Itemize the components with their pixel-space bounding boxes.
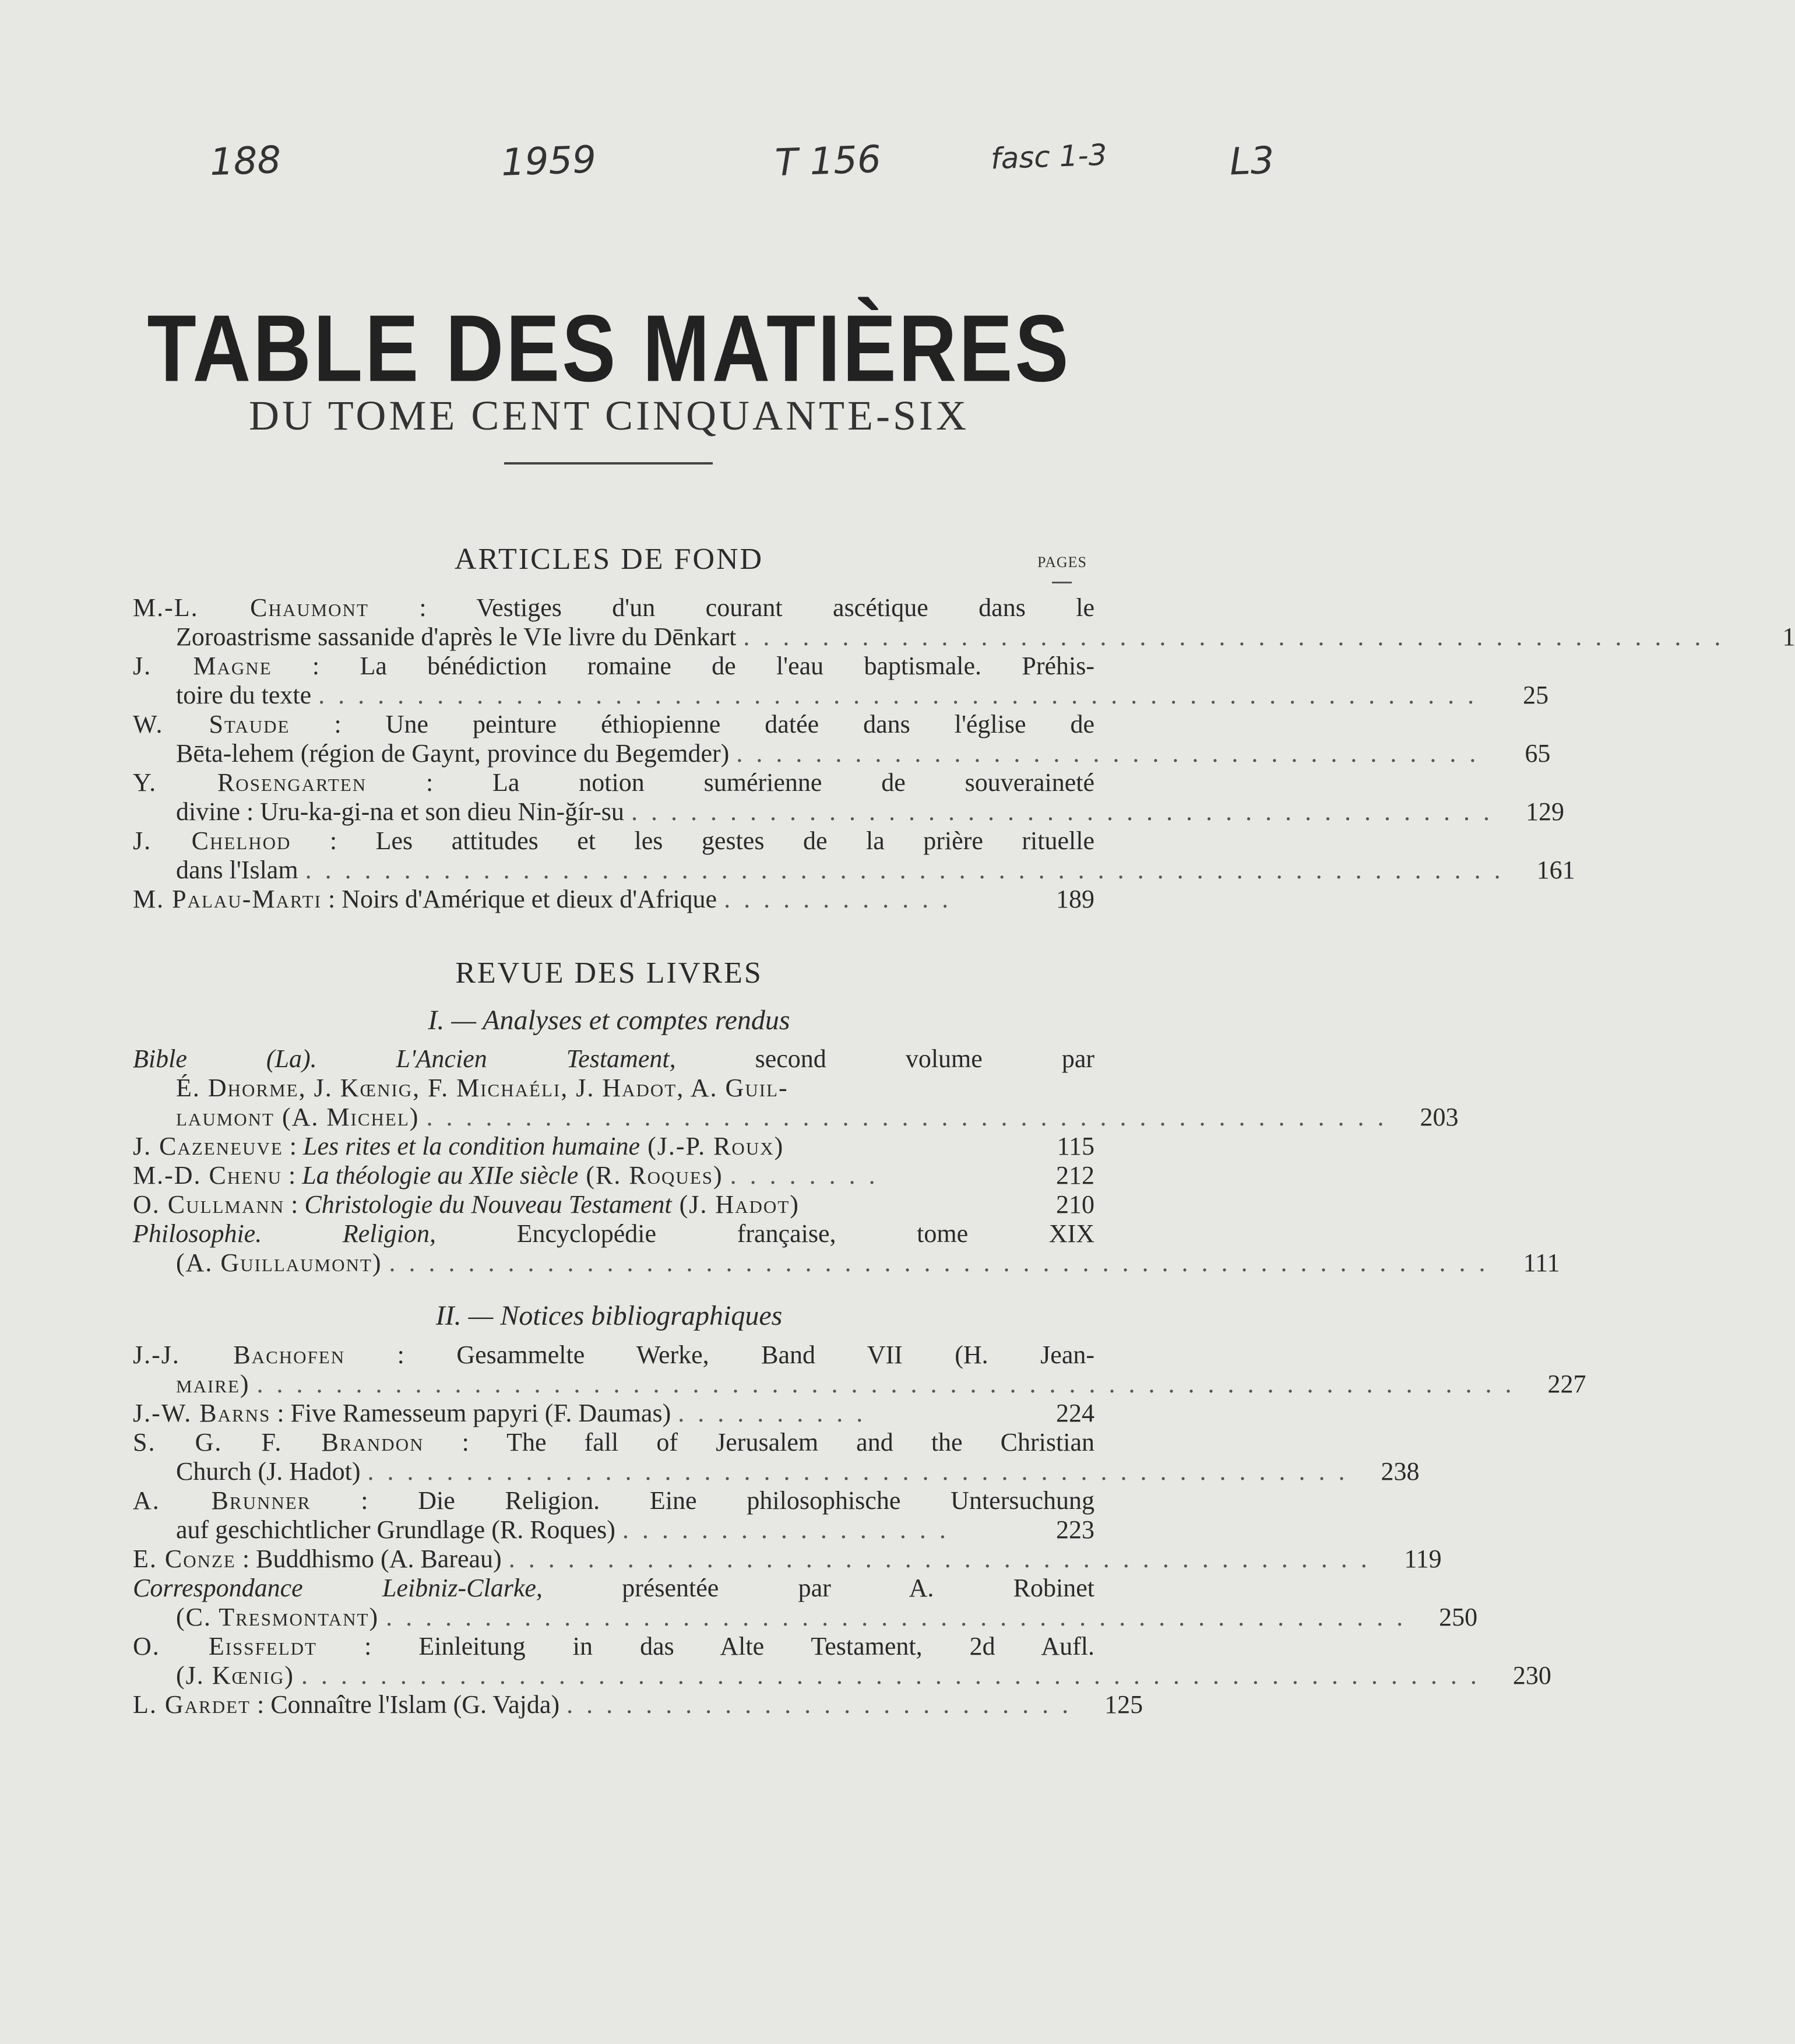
subsection-heading-analyses xyxy=(0,1004,1218,1036)
entry-page: 129 xyxy=(1525,797,1564,826)
entry-text: : Une peinture éthiopienne datée dans l'église de xyxy=(290,710,1095,738)
handwritten-note-1: 188 xyxy=(209,138,282,185)
page-title: TABLE DES MATIÈRES xyxy=(147,295,1071,402)
entry-text: auf geschichtlicher Grundlage (R. Roques) xyxy=(176,1515,615,1544)
entry-text: : Les attitudes et les gestes de la prière rituelle xyxy=(291,826,1094,855)
entry-text: Zoroastrisme sassanide d'après le VIe livre du Dēnkart xyxy=(176,622,737,651)
toc-entry xyxy=(133,1399,1094,1428)
toc-entry xyxy=(133,710,1551,768)
entry-text: laumont (A. Michel) xyxy=(176,1103,420,1131)
entry-work: La théologie au XIIe siècle xyxy=(302,1161,579,1190)
toc-entry xyxy=(133,1190,1094,1219)
entry-reviewer: (R. Roques) xyxy=(578,1161,723,1190)
entry-author: L. Gardet xyxy=(133,1690,251,1719)
entry-author: J.-W. Barns xyxy=(133,1399,271,1427)
leader-dots: . . . . . . . . . . . . . . . . . . . . . . . . . . . . . . . . . . . . . . . . . . . . xyxy=(631,797,1493,826)
entry-author: E. Conze xyxy=(133,1545,236,1573)
entry-text: second volume par xyxy=(675,1044,1095,1073)
entry-page: 161 xyxy=(1536,856,1575,884)
toc-entry xyxy=(133,1428,1420,1486)
entry-author: O. Eissfeldt xyxy=(133,1632,317,1660)
leader-dots: . . . . . . . . . . . . . . . . . . . . . . . . . . . . . . . . . . . . . . . . . . . . . . . . . . . . xyxy=(386,1603,1407,1631)
handwritten-note-5: L3 xyxy=(1229,139,1275,184)
entry-author: M. Palau-Marti xyxy=(133,885,322,913)
entry-page: 250 xyxy=(1439,1603,1478,1631)
entry-text: Church (J. Hadot) xyxy=(176,1457,361,1486)
entry-author: Y. Rosengarten xyxy=(133,768,367,797)
entry-text: : La notion sumérienne de souveraineté xyxy=(367,768,1094,797)
leader-dots: . . . . . . . . . . . . . . . . . . . . . . . . . . . . . . . . . . . . . . . . . . . . . . . . . . . . . . . . . . . xyxy=(318,681,1478,709)
leader-dots: . . . . . . . . . . . . . . . . . xyxy=(622,1515,949,1544)
leader-dots: . . . . . . . . . . . . . . . . . . . . . . . . . . . . . . . . . . . . . . . . . . . . . . . . . . xyxy=(367,1457,1349,1486)
entry-text: : The fall of Jerusalem and the Christian xyxy=(424,1428,1095,1457)
toc-entry xyxy=(133,1632,1551,1690)
entry-page: 189 xyxy=(1056,885,1094,913)
toc-entry xyxy=(133,1690,1143,1719)
entry-work: Christologie du Nouveau Testament xyxy=(304,1190,672,1219)
toc-entry xyxy=(133,1341,1586,1399)
entry-text: Bēta-lehem (région de Gaynt, province du Begemder) xyxy=(176,739,730,768)
entry-page: 224 xyxy=(1056,1399,1094,1427)
entry-page: 223 xyxy=(1056,1515,1094,1544)
entry-page: 203 xyxy=(1420,1103,1459,1131)
entry-text: : Connaître l'Islam (G. Vajda) xyxy=(250,1690,560,1719)
entry-text: maire) xyxy=(176,1370,250,1398)
entry-sep: : xyxy=(282,1161,302,1190)
entry-sep: : xyxy=(283,1132,303,1160)
entry-text: : La bénédiction romaine de l'eau baptismale. Préhis- xyxy=(272,652,1095,680)
toc-entry xyxy=(133,593,1795,652)
page-subtitle: DU TOME CENT CINQUANTE-SIX xyxy=(249,392,969,439)
toc-entry xyxy=(133,768,1564,826)
entry-text: : Five Ramesseum papyri (F. Daumas) xyxy=(270,1399,671,1427)
entry-text: : Buddhismo (A. Bareau) xyxy=(235,1545,502,1573)
entry-page: 212 xyxy=(1056,1161,1094,1190)
entry-page: 227 xyxy=(1547,1370,1586,1398)
entry-author: A. Brunner xyxy=(133,1486,311,1515)
toc-entry xyxy=(133,885,1094,914)
entry-text: : Einleitung in das Alte Testament, 2d Aufl. xyxy=(316,1632,1094,1660)
entry-text: (A. Guillaumont) xyxy=(176,1248,382,1277)
handwritten-note-2: 1959 xyxy=(500,138,597,185)
entry-author: M.-D. Chenu xyxy=(133,1161,282,1190)
toc-entry xyxy=(133,1044,1459,1132)
pages-column-dash xyxy=(1052,582,1072,583)
entry-text: : Die Religion. Eine philosophische Untersuchung xyxy=(311,1486,1095,1515)
subsection-heading-notices xyxy=(0,1300,1218,1332)
entry-text: : Noirs d'Amérique et dieux d'Afrique xyxy=(321,885,717,913)
toc-entry xyxy=(133,1219,1560,1278)
entry-author: W. Staude xyxy=(133,710,290,738)
toc-entry xyxy=(133,826,1575,885)
entry-author: J. Chelhod xyxy=(133,826,291,855)
entry-text: dans l'Islam xyxy=(176,856,298,884)
pages-column-label: PAGES xyxy=(1037,554,1087,571)
leader-dots: . . . . . . . . . . . . xyxy=(724,885,952,913)
leader-dots: . . . . . . . . . . . . . . . . . . . . . . . . . . . . . . . . . . . . . . . . . . . . . . . . . . . . . . . . xyxy=(389,1248,1489,1277)
leader-dots: . . . . . . . . . . . . . . . . . . . . . . . . . . . . . . . . . . . . . . . . . . . . . . . . . . . . . . . . . . . . . . . . xyxy=(256,1370,1515,1398)
entry-author: M.-L. Chaumont xyxy=(133,593,369,622)
leader-dots: . . . . . . . . . . . . . . . . . . . . . . . . . . . . . . . . . . . . . . . . . . . . . . . . . . xyxy=(743,622,1724,651)
entry-page: 1 xyxy=(1782,622,1795,651)
handwritten-note-4: fasc 1-3 xyxy=(990,138,1108,176)
entry-page: 111 xyxy=(1523,1248,1560,1277)
toc-entry xyxy=(133,1132,1094,1161)
entry-reviewer: (J. Hadot) xyxy=(671,1190,800,1219)
leader-dots: . . . . . . . . . . . . . . . . . . . . . . . . . . xyxy=(566,1690,1072,1719)
entry-page: 210 xyxy=(1056,1190,1094,1219)
entry-text: toire du texte xyxy=(176,681,312,709)
leader-dots: . . . . . . . . . . xyxy=(678,1399,867,1427)
leader-dots: . . . . . . . . . . . . . . . . . . . . . . . . . . . . . . . . . . . . . . . . . . . . . . . . . . . . . . . . . . . . . xyxy=(305,856,1504,884)
section-heading-articles: ARTICLES DE FOND xyxy=(454,543,764,576)
entry-page: 238 xyxy=(1381,1457,1420,1486)
handwritten-note-3: T 156 xyxy=(774,138,882,185)
leader-dots: . . . . . . . . . . . . . . . . . . . . . . . . . . . . . . . . . . . . . . . . . . . . . . . . . . . . . . . . . . . . xyxy=(301,1661,1480,1690)
entry-author: O. Cullmann xyxy=(133,1190,285,1219)
entry-page: 119 xyxy=(1404,1545,1442,1573)
entry-work: Philosophie. Religion, xyxy=(133,1219,436,1248)
title-rule xyxy=(504,462,713,465)
entry-text: présentée par A. Robinet xyxy=(542,1574,1094,1602)
entry-author: S. G. F. Brandon xyxy=(133,1428,424,1457)
entry-text: É. Dhorme, J. Kœnig, F. Michaéli, J. Hadot, A. Guil- xyxy=(176,1074,789,1102)
leader-dots: . . . . . . . . . . . . . . . . . . . . . . . . . . . . . . . . . . . . . . . . . . . . . . . . . xyxy=(426,1103,1388,1131)
entry-page: 230 xyxy=(1512,1661,1551,1690)
entry-sep: : xyxy=(284,1190,305,1219)
entry-text: (C. Tresmontant) xyxy=(176,1603,379,1631)
entry-text: : Gesammelte Werke, Band VII (H. Jean- xyxy=(345,1341,1095,1369)
entry-page: 125 xyxy=(1104,1690,1143,1719)
toc-entry xyxy=(133,1574,1478,1632)
entry-author: J.-J. Bachofen xyxy=(133,1341,346,1369)
entry-text: : Vestiges d'un courant ascétique dans le xyxy=(368,593,1095,622)
entry-reviewer: (J.-P. Roux) xyxy=(640,1132,784,1160)
entry-author: J. Magne xyxy=(133,652,272,680)
subsection-heading-text: I. — Analyses et comptes rendus xyxy=(428,1005,790,1036)
section-heading-revue: REVUE DES LIVRES xyxy=(455,956,763,990)
toc-entry xyxy=(133,1161,1094,1190)
subsection-heading-text: II. — Notices bibliographiques xyxy=(435,1300,783,1331)
entry-text: divine : Uru-ka-gi-na et son dieu Nin-ğír-su xyxy=(176,797,624,826)
entry-work: Correspondance Leibniz-Clarke, xyxy=(133,1574,543,1602)
entry-work: Les rites et la condition humaine xyxy=(303,1132,640,1160)
leader-dots: . . . . . . . . . . . . . . . . . . . . . . . . . . . . . . . . . . . . . . . . . . . . xyxy=(508,1545,1371,1573)
entry-page: 115 xyxy=(1057,1132,1094,1160)
leader-dots: . . . . . . . . . . . . . . . . . . . . . . . . . . . . . . . . . . . . . . xyxy=(736,739,1480,768)
toc-entry xyxy=(133,652,1549,710)
entry-page: 25 xyxy=(1523,681,1549,709)
entry-text: Encyclopédie française, tome XIX xyxy=(435,1219,1094,1248)
entry-author: J. Cazeneuve xyxy=(133,1132,283,1160)
entry-text: (J. Kœnig) xyxy=(176,1661,294,1690)
toc-entry xyxy=(133,1545,1442,1574)
entry-work: Bible (La). L'Ancien Testament, xyxy=(133,1044,676,1073)
leader-dots: . . . . . . . . xyxy=(730,1161,879,1190)
toc-entry xyxy=(133,1486,1094,1545)
entry-page: 65 xyxy=(1525,739,1551,768)
